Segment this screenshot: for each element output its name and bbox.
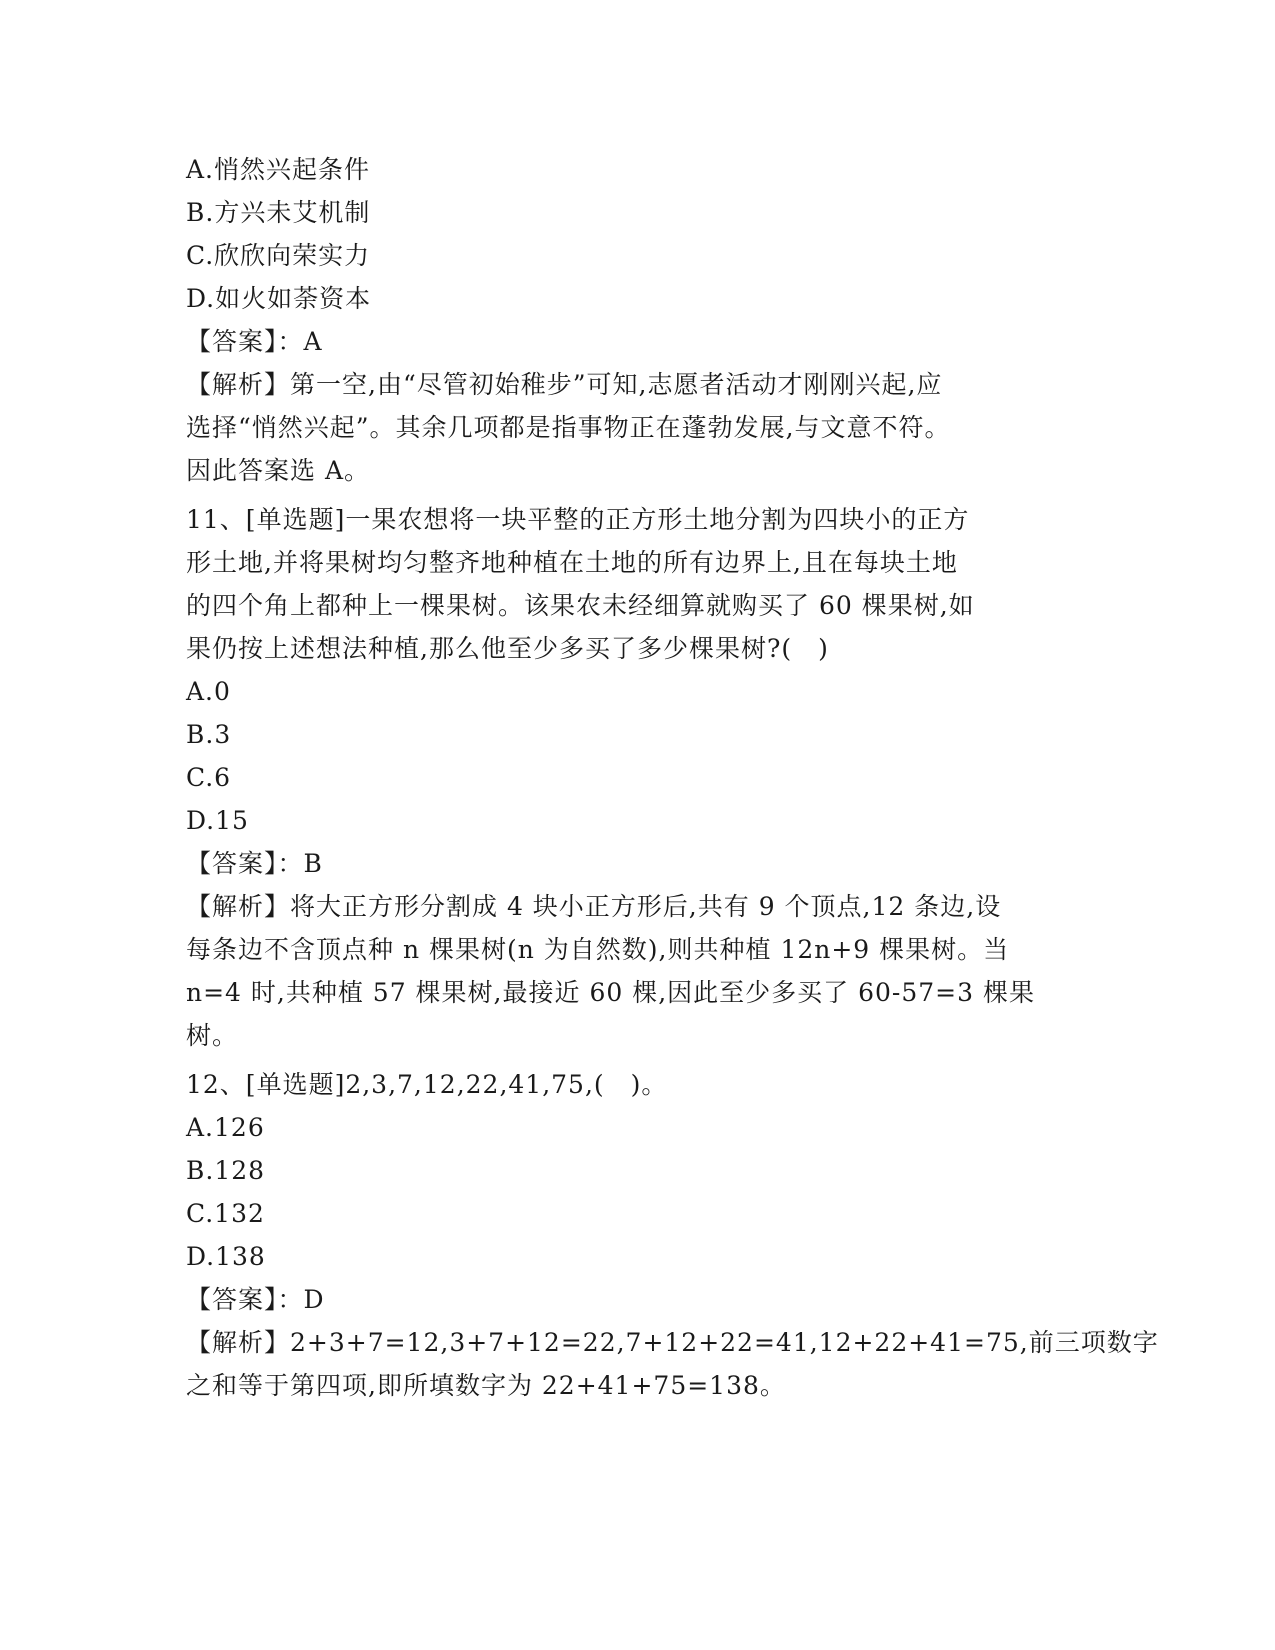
analysis-paragraph <box>186 885 1086 1057</box>
option-b: B.方兴未艾机制 <box>186 198 371 227</box>
document-content <box>186 148 1159 1407</box>
answer-line: 【答案】：D <box>186 1285 325 1314</box>
option-d: D.如火如荼资本 <box>186 284 372 313</box>
analysis-line: 树。 <box>186 1021 239 1050</box>
question-line: 的四个角上都种上一棵果树。该果农未经细算就购买了 60 棵果树,如 <box>186 591 975 620</box>
option-a: A.126 <box>186 1113 265 1142</box>
answer-line: 【答案】：A <box>186 327 323 356</box>
analysis-paragraph <box>186 1321 1159 1407</box>
analysis-line: n=4 时,共种植 57 棵果树,最接近 60 棵,因此至少多买了 60-57=3 棵果 <box>186 978 1035 1007</box>
question-11-stem <box>186 498 1086 670</box>
option-b: B.128 <box>186 1156 266 1185</box>
question-10-options <box>186 148 1086 320</box>
option-c: C.6 <box>186 763 232 792</box>
question-line: 11、[单选题]一果农想将一块平整的正方形土地分割为四块小的正方 <box>186 505 970 534</box>
question-line: 形土地,并将果树均匀整齐地种植在土地的所有边界上,且在每块土地 <box>186 548 958 577</box>
option-d: D.15 <box>186 806 249 835</box>
analysis-line: 【解析】将大正方形分割成 4 块小正方形后,共有 9 个顶点,12 条边,设 <box>186 892 1002 921</box>
option-d: D.138 <box>186 1242 266 1271</box>
option-c: C.132 <box>186 1199 265 1228</box>
option-a: A.悄然兴起条件 <box>186 155 371 184</box>
question-line: 果仍按上述想法种植,那么他至少多买了多少棵果树?( ) <box>186 634 829 663</box>
analysis-line: 因此答案选 A。 <box>186 456 371 485</box>
question-12-stem <box>186 1063 1086 1106</box>
analysis-paragraph <box>186 363 1086 492</box>
analysis-line: 【解析】第一空,由“尽管初始稚步”可知,志愿者活动才刚刚兴起,应 <box>186 370 943 399</box>
question-12-options <box>186 1106 1086 1278</box>
analysis-line: 选择“悄然兴起”。其余几项都是指事物正在蓬勃发展,与文意不符。 <box>186 413 951 442</box>
question-11-options <box>186 670 1086 842</box>
option-c: C.欣欣向荣实力 <box>186 241 371 270</box>
analysis-line: 每条边不含顶点种 n 棵果树(n 为自然数),则共种植 12n+9 棵果树。当 <box>186 935 1010 964</box>
option-a: A.0 <box>186 677 231 706</box>
question-line: 12、[单选题]2,3,7,12,22,41,75,( )。 <box>186 1070 668 1099</box>
option-b: B.3 <box>186 720 232 749</box>
analysis-line: 【解析】2+3+7=12,3+7+12=22,7+12+22=41,12+22+41=75,前三项数字 <box>186 1328 1159 1357</box>
answer-line: 【答案】：B <box>186 849 323 878</box>
analysis-line: 之和等于第四项,即所填数字为 22+41+75=138。 <box>186 1371 786 1400</box>
